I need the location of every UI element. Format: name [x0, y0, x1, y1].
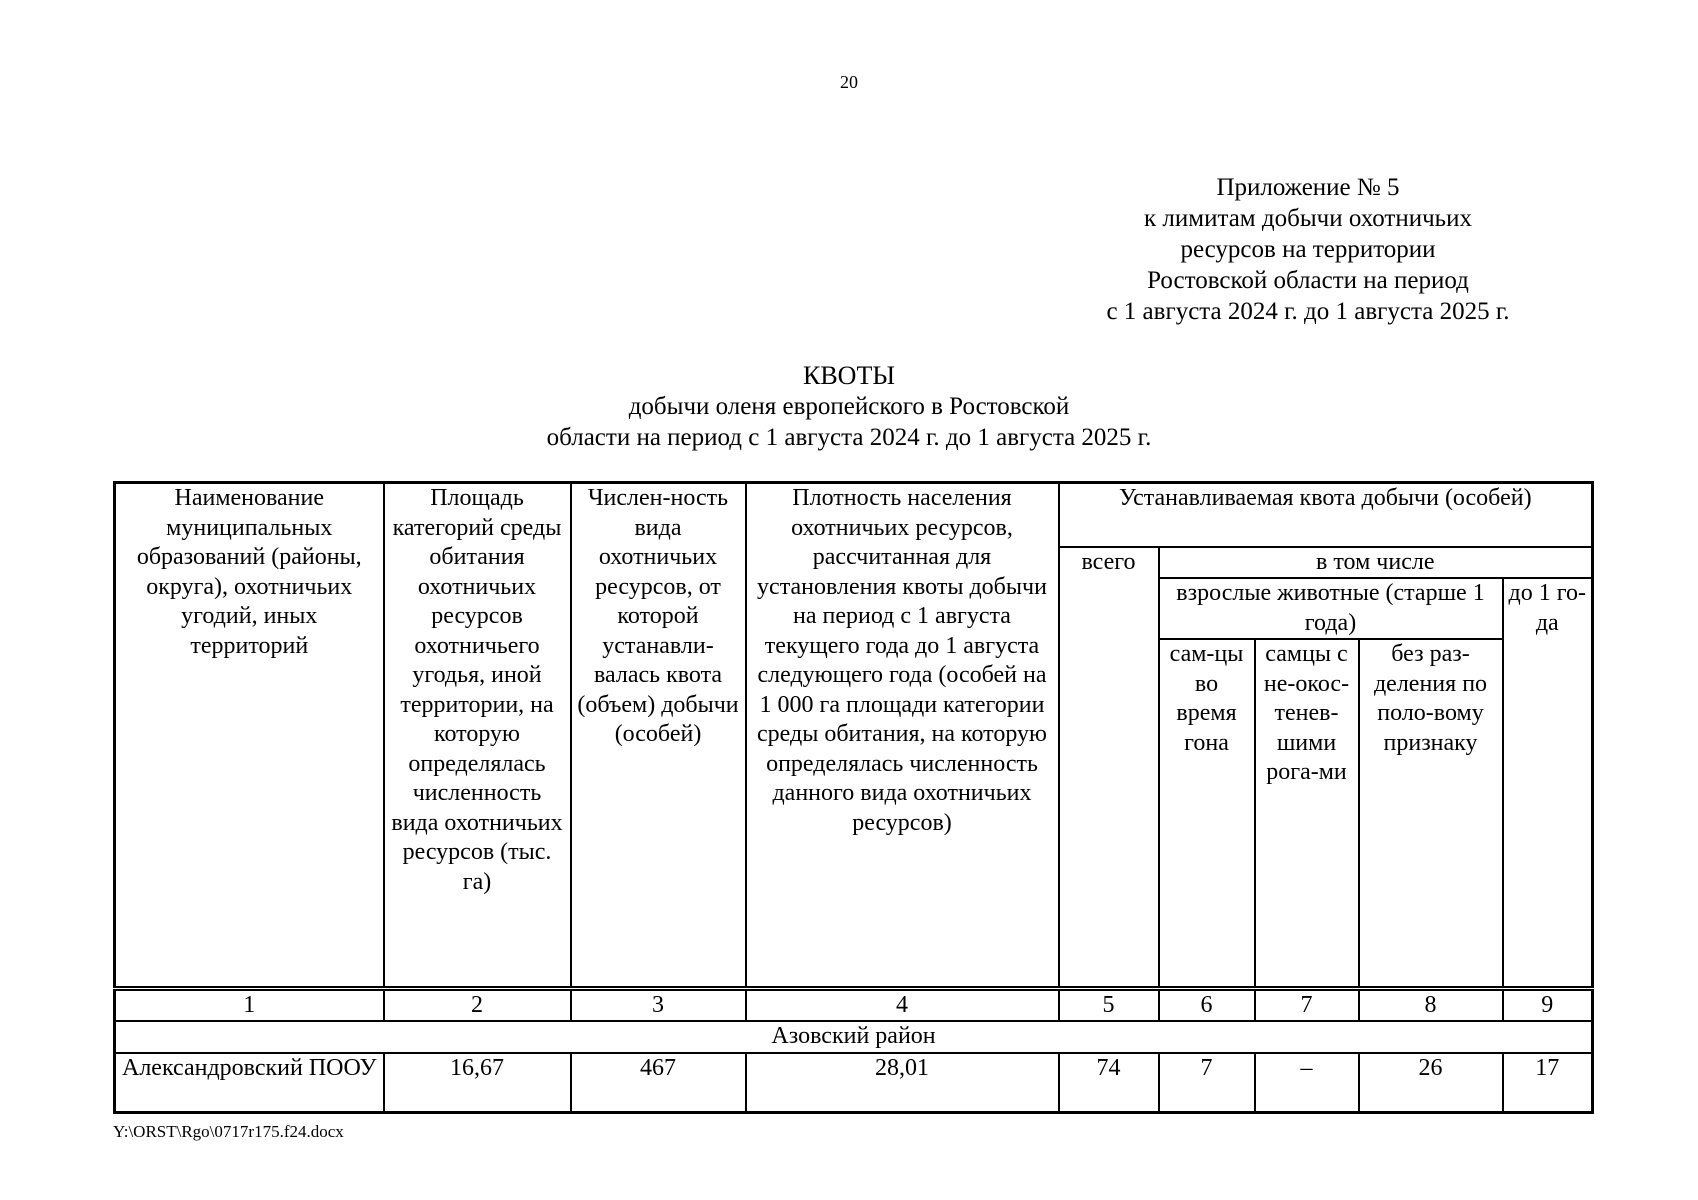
header-total: всего — [1059, 547, 1159, 989]
header-including: в том числе — [1159, 547, 1593, 579]
title-line: области на период с 1 августа 2024 г. до 1 августа 2025 г. — [546, 424, 1152, 451]
header-count: Числен-ность вида охотничьих ресурсов, от которой устанавли-валась квота (объем) добычи (особей) — [571, 483, 746, 989]
row-no-sex: 26 — [1359, 1053, 1503, 1113]
quota-table — [113, 481, 1594, 1114]
page-number: 20 — [840, 72, 858, 92]
column-number: 4 — [746, 988, 1059, 1021]
row-density: 28,01 — [746, 1053, 1059, 1113]
column-number: 8 — [1359, 988, 1503, 1021]
column-number: 6 — [1159, 988, 1255, 1021]
header-area: Площадь категорий среды обитания охотничьих ресурсов охотничьего угодья, иной территории, на которую определялась численность вида охотничьих ресурсов (тыс. га) — [384, 483, 571, 989]
table-row — [115, 1053, 1593, 1113]
appendix-line: Приложение № 5 — [1216, 174, 1400, 201]
appendix-line: с 1 августа 2024 г. до 1 августа 2025 г. — [1106, 298, 1510, 325]
row-under1: 17 — [1503, 1053, 1593, 1113]
header-adults: взрослые животные (старше 1 года) — [1159, 578, 1503, 639]
row-males-rut: 7 — [1159, 1053, 1255, 1113]
appendix-line: к лимитам добычи охотничьих — [1144, 205, 1472, 232]
appendix-block — [1028, 172, 1588, 327]
section-row: Азовский район — [115, 1021, 1593, 1053]
row-males-unossified: – — [1255, 1053, 1359, 1113]
title-line: добычи оленя европейского в Ростовской — [628, 393, 1070, 420]
row-name: Александровский ПООУ — [115, 1053, 384, 1113]
column-number: 2 — [384, 988, 571, 1021]
row-area: 16,67 — [384, 1053, 571, 1113]
column-number: 7 — [1255, 988, 1359, 1021]
column-number: 5 — [1059, 988, 1159, 1021]
title-heading: КВОТЫ — [802, 361, 895, 390]
file-path-footer: Y:\ORST\Rgo\0717r175.f24.docx — [113, 1122, 344, 1141]
header-no-sex: без раз-деления по поло-вому признаку — [1359, 639, 1503, 988]
header-quota: Устанавливаемая квота добычи (особей) — [1059, 483, 1593, 547]
appendix-line: ресурсов на территории — [1180, 236, 1436, 263]
appendix-line: Ростовской области на период — [1147, 267, 1469, 294]
document-title — [0, 360, 1698, 453]
header-density: Плотность населения охотничьих ресурсов, рассчитанная для установления квоты добычи на период с 1 августа текущего года до 1 августа следующего года (особей на 1 000 га площади категории среды обитания, на которую определялась численность данного вида охотничьих ресурсов) — [746, 483, 1059, 989]
header-males-rut: сам-цы во время гона — [1159, 639, 1255, 988]
header-under1: до 1 го-да — [1503, 578, 1593, 988]
column-numbers-row — [115, 988, 1593, 1021]
header-males-unossified: самцы с не-окос-тенев-шими рога-ми — [1255, 639, 1359, 988]
row-total: 74 — [1059, 1053, 1159, 1113]
row-count: 467 — [571, 1053, 746, 1113]
column-number: 3 — [571, 988, 746, 1021]
header-name: Наименование муниципальных образований (районы, округа), охотничьих угодий, иных территорий — [115, 483, 384, 989]
column-number: 9 — [1503, 988, 1593, 1021]
column-number: 1 — [115, 988, 384, 1021]
